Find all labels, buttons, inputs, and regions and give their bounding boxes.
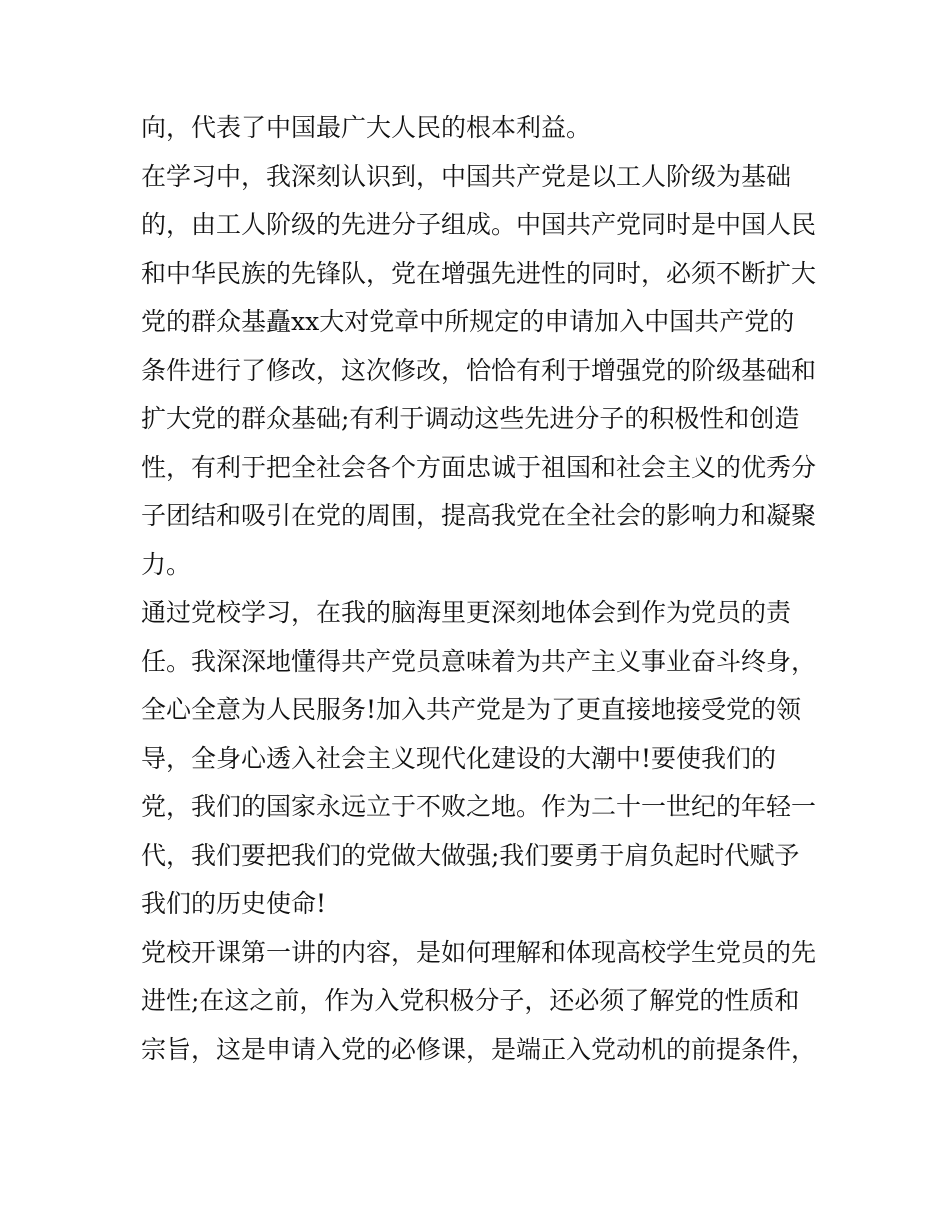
text-line: 力。 — [141, 549, 192, 579]
text-line: 党的群众基矗xx大对党章中所规定的申请加入中国共产党的 — [141, 307, 795, 336]
text-line: 向，代表了中国最广大人民的根本利益。 — [141, 113, 592, 142]
text-line: 条件进行了修改，这次修改，恰恰有利于增强党的阶级基础和 — [141, 355, 817, 385]
text-line: 扩大党的群众基础;有利于调动这些先进分子的积极性和创造 — [141, 404, 800, 433]
text-line: 通过党校学习，在我的脑海里更深刻地体会到作为党员的责 — [141, 598, 792, 627]
text-line: 性，有利于把全社会各个方面忠诚于祖国和社会主义的优秀分 — [141, 452, 817, 482]
text-line: 导，全身心透入社会主义现代化建设的大潮中!要使我们的 — [141, 743, 777, 773]
text-line: 宗旨，这是申请入党的必修课，是端正入党动机的前提条件， — [141, 1034, 817, 1064]
text-line: 我们的历史使命! — [141, 889, 327, 918]
text-line: 和中华民族的先锋队，党在增强先进性的同时，必须不断扩大 — [141, 258, 817, 288]
text-line: 党，我们的国家永远立于不败之地。作为二十一世纪的年轻一 — [141, 792, 817, 821]
text-line: 全心全意为人民服务!加入共产党是为了更直接地接受党的领 — [141, 695, 802, 724]
text-line: 的，由工人阶级的先进分子组成。中国共产党同时是中国人民 — [141, 210, 817, 239]
text-line: 进性;在这之前，作为入党积极分子，还必须了解党的性质和 — [141, 986, 800, 1015]
document-body — [141, 104, 821, 1074]
text-line: 在学习中，我深刻认识到，中国共产党是以工人阶级为基础 — [141, 161, 792, 191]
text-line: 任。我深深地懂得共产党员意味着为共产主义事业奋斗终身， — [141, 646, 817, 676]
text-line: 子团结和吸引在党的周围，提高我党在全社会的影响力和凝聚 — [141, 501, 817, 530]
text-line: 党校开课第一讲的内容，是如何理解和体现高校学生党员的先 — [141, 937, 817, 967]
text-line: 代，我们要把我们的党做大做强;我们要勇于肩负起时代赋予 — [141, 840, 800, 870]
